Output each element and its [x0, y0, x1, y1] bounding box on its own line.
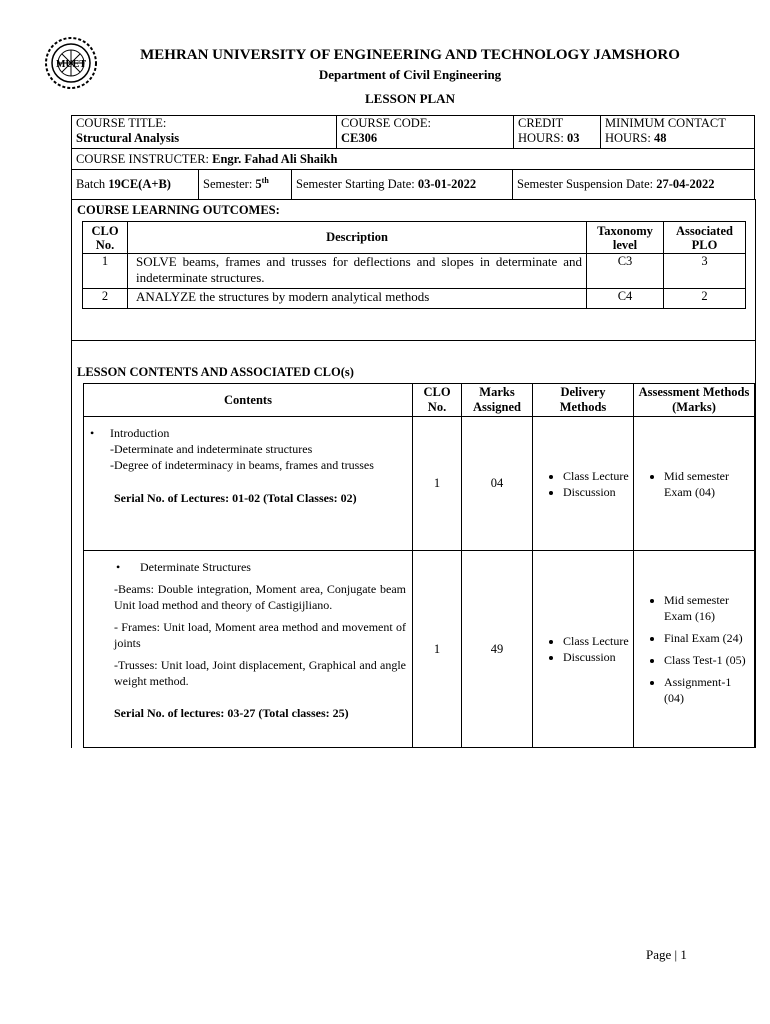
clo-header-no: CLO No.	[83, 222, 128, 254]
lesson-row	[84, 551, 755, 748]
lesson-title: Introduction	[110, 426, 170, 440]
lesson-clo: 1	[413, 417, 462, 551]
lesson-line: -Beams: Double integration, Moment area, Conjugate beam Unit load method and theory of Castigijliano.	[114, 582, 406, 612]
lessons-header-marks: Marks Assigned	[462, 384, 533, 417]
start-label: Semester Starting Date:	[296, 177, 415, 191]
min-contact-value: 48	[653, 131, 667, 145]
page-separator: |	[674, 947, 678, 962]
lesson-marks: 49	[462, 551, 533, 748]
section-divider	[71, 340, 755, 341]
course-code-value: CE306	[341, 131, 378, 145]
clo-row-plo: 2	[664, 289, 746, 309]
lesson-delivery	[533, 417, 634, 551]
bullet-icon: •	[116, 560, 121, 574]
lesson-title: Determinate Structures	[140, 560, 251, 574]
delivery-item: • Discussion	[563, 649, 629, 665]
clo-heading: COURSE LEARNING OUTCOMES:	[77, 203, 280, 217]
lesson-serial: Serial No. of lectures: 03-27 (Total classes: 25)	[114, 706, 349, 720]
batch-cell	[72, 170, 199, 200]
suspension-label: Semester Suspension Date:	[517, 177, 654, 191]
batch-label: Batch	[76, 177, 106, 191]
min-contact-cell	[601, 116, 755, 149]
clo-row	[83, 289, 746, 309]
clo-header-description: Description	[128, 222, 587, 254]
university-logo	[44, 36, 98, 90]
instructor-cell	[72, 149, 755, 170]
lesson-delivery	[533, 551, 634, 748]
lessons-heading: LESSON CONTENTS AND ASSOCIATED CLO(s)	[77, 365, 354, 379]
start-value: 03-01-2022	[417, 177, 477, 191]
clo-row-taxonomy: C4	[587, 289, 664, 309]
clo-row-no: 1	[83, 254, 128, 289]
logo-text: MUET	[56, 59, 86, 70]
batch-table	[71, 169, 755, 200]
lessons-header-delivery: Delivery Methods	[533, 384, 634, 417]
instructor-label: COURSE INSTRUCTER:	[76, 151, 210, 166]
lessons-header-assessment: Assessment Methods (Marks)	[634, 384, 755, 417]
page-number: 1	[680, 947, 687, 962]
lessons-table	[83, 383, 755, 748]
course-info-table	[71, 115, 755, 149]
lesson-assessment	[634, 551, 755, 748]
suspension-date-cell	[513, 170, 755, 200]
clo-row	[83, 254, 746, 289]
clo-row-description: ANALYZE the structures by modern analytical methods	[128, 289, 587, 309]
clo-header-taxonomy: Taxonomy level	[587, 222, 664, 254]
university-name: MEHRAN UNIVERSITY OF ENGINEERING AND TECHNOLOGY JAMSHORO	[140, 47, 680, 63]
lesson-line: -Trusses: Unit load, Joint displacement, Graphical and angle weight method.	[114, 658, 406, 688]
course-code-cell	[337, 116, 514, 149]
delivery-item: • Class Lecture	[563, 633, 629, 649]
min-contact-hours-label: HOURS:	[605, 131, 651, 145]
lesson-marks: 04	[462, 417, 533, 551]
delivery-item: • Discussion	[563, 484, 629, 500]
start-date-cell	[292, 170, 513, 200]
lesson-line: -Determinate and indeterminate structures	[110, 442, 313, 456]
credit-label: CREDIT	[518, 116, 564, 130]
assessment-item: • Class Test-1 (05)	[664, 652, 750, 668]
assessment-item: • Mid semester Exam (04)	[664, 468, 750, 500]
clo-row-no: 2	[83, 289, 128, 309]
page-label: Page	[646, 947, 672, 962]
clo-header-plo: Associated PLO	[664, 222, 746, 254]
course-title-label: COURSE TITLE:	[76, 116, 167, 130]
lessons-header-contents: Contents	[84, 384, 413, 417]
semester-cell	[199, 170, 292, 200]
credit-hours-cell	[514, 116, 601, 149]
min-contact-label: MINIMUM CONTACT	[605, 116, 726, 130]
lesson-row	[84, 417, 755, 551]
doc-title: LESSON PLAN	[365, 91, 455, 106]
lesson-assessment	[634, 417, 755, 551]
lesson-line: - Frames: Unit load, Moment area method and movement of joints	[114, 620, 406, 650]
credit-value: 03	[566, 131, 580, 145]
department-name: Department of Civil Engineering	[318, 67, 502, 82]
bullet-icon: •	[90, 426, 95, 440]
course-title-cell	[72, 116, 337, 149]
instructor-table	[71, 148, 755, 170]
lesson-clo: 1	[413, 551, 462, 748]
semester-label: Semester:	[203, 177, 253, 192]
delivery-item: • Class Lecture	[563, 468, 629, 484]
suspension-value: 27-04-2022	[656, 177, 715, 191]
assessment-item: • Mid semester Exam (16)	[664, 592, 750, 624]
lesson-line: -Degree of indeterminacy in beams, frames and trusses	[110, 458, 374, 472]
batch-value: 19CE(A+B)	[108, 177, 171, 191]
course-code-label: COURSE CODE:	[341, 116, 431, 130]
lesson-contents	[84, 417, 413, 551]
clo-row-description: SOLVE beams, frames and trusses for deflections and slopes in determinate and indeterminate structures.	[128, 254, 587, 289]
clo-table	[82, 221, 746, 309]
assessment-item: • Assignment-1 (04)	[664, 674, 750, 706]
instructor-value: Engr. Fahad Ali Shaikh	[212, 151, 338, 166]
semester-sup: th	[261, 176, 269, 186]
lesson-contents	[84, 551, 413, 748]
lessons-header-clo: CLO No.	[413, 384, 462, 417]
semester-value: 5	[255, 177, 262, 192]
assessment-item: • Final Exam (24)	[664, 630, 750, 646]
clo-row-plo: 3	[664, 254, 746, 289]
credit-hours-label: HOURS:	[518, 131, 564, 145]
page-footer	[646, 947, 687, 963]
lesson-serial: Serial No. of Lectures: 01-02 (Total Classes: 02)	[114, 491, 357, 505]
course-title-value: Structural Analysis	[76, 131, 180, 145]
clo-row-taxonomy: C3	[587, 254, 664, 289]
